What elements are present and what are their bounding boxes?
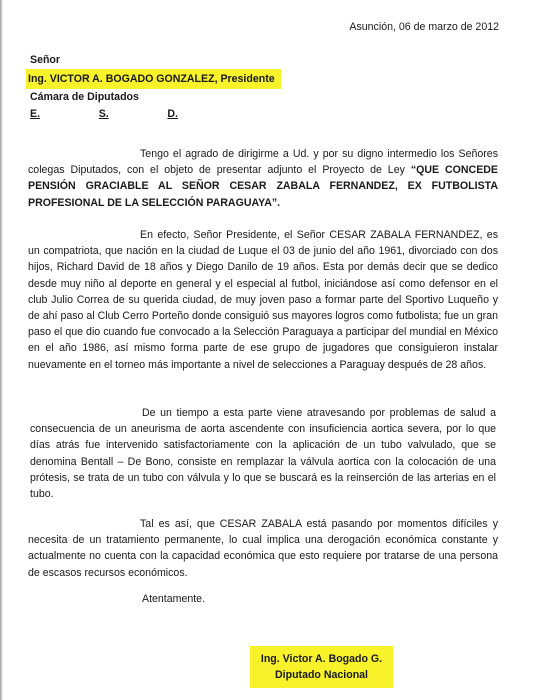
recipient-salutation: Señor (30, 54, 61, 66)
recipient-chamber: Cámara de Diputados (30, 91, 139, 103)
recipient-name-highlight: Ing. VICTOR A. BOGADO GONZALEZ, Presidente (26, 69, 281, 89)
esd-d: D. (167, 108, 178, 120)
esd-line (30, 106, 180, 123)
paragraph-4-text: Tal es así, que CESAR ZABALA está pasando por momentos difíciles y necesita de un tratamiento permanente, lo cual implica una derogación económica constante y actualmente no cuenta con la capacidad económica que esto requiere por tratarse de una persona de escasos recursos económicos. (28, 518, 498, 579)
bill-title: “QUE CONCEDE PENSIÓN GRACIABLE AL SEÑOR CESAR ZABALA FERNANDEZ, EX FUTBOLISTA PROFESIONAL DE LA SELECCIÓN PARAGUAYA”. (28, 164, 498, 209)
paragraph-3-text: De un tiempo a esta parte viene atravesando por problemas de salud a consecuencia de un aneurisma de aorta ascendente con insuficiencia aortica severa, por lo que días atrás fue intervenido satisfactoriamente con la aplicación de un tubo valvulado, que se denomina Bentall – De Bono, consiste en remplazar la válvula aortica con la colocación de una prótesis, se trata de un tubo con válvula y lo que se buscará es la reinserción de las arterias en el tubo. (30, 407, 496, 501)
esd-e: E. (30, 108, 41, 120)
closing-text: Atentamente. (142, 593, 206, 605)
paragraph-4 (28, 516, 498, 581)
page-edge-shadow (0, 0, 3, 700)
paragraph-3 (30, 405, 496, 502)
letter-date: Asunción, 06 de marzo de 2012 (349, 21, 499, 33)
paragraph-1-intro: Tengo el agrado de dirigirme a Ud. y por su digno intermedio los Señores colegas Diputados, con el objeto de presentar adjunto el Proyecto de Ley (28, 148, 498, 177)
recipient-block (30, 52, 281, 123)
signature-role: Diputado Nacional (275, 668, 368, 681)
paragraph-2-text: En efecto, Señor Presidente, el Señor CESAR ZABALA FERNANDEZ, es un compatriota, que nación en la ciudad de Luque el 03 de junio del año 1961, divorciado con dos hijos, Richard David de 18 años y Diego Danilo de 19 años. Esta por demás decir que se dedico desde muy niño al deporte en general y el especial al futbol, iniciándose así como defensor en el club Julio Correa de su querida ciudad, de muy joven paso a formar parte del Sportivo Luqueño y de ahí paso al Club Cerro Porteño donde consiguió sus mayores logros como futbolista; fue un gran paso el que dio cuando fue convocado a la Selección Paraguaya a participar del mundial en México en el año 1986, así mismo forma parte de ese grupo de jugadores que consiguieron instalar nuevamente en el torneo más importante a nivel de selecciones a Paraguay después de 28 años. (28, 229, 498, 371)
signature-block (250, 646, 393, 688)
paragraph-2 (28, 227, 498, 373)
esd-s: S. (98, 108, 109, 120)
signature-name: Ing. Victor A. Bogado G. (260, 653, 383, 665)
paragraph-1 (28, 146, 498, 211)
